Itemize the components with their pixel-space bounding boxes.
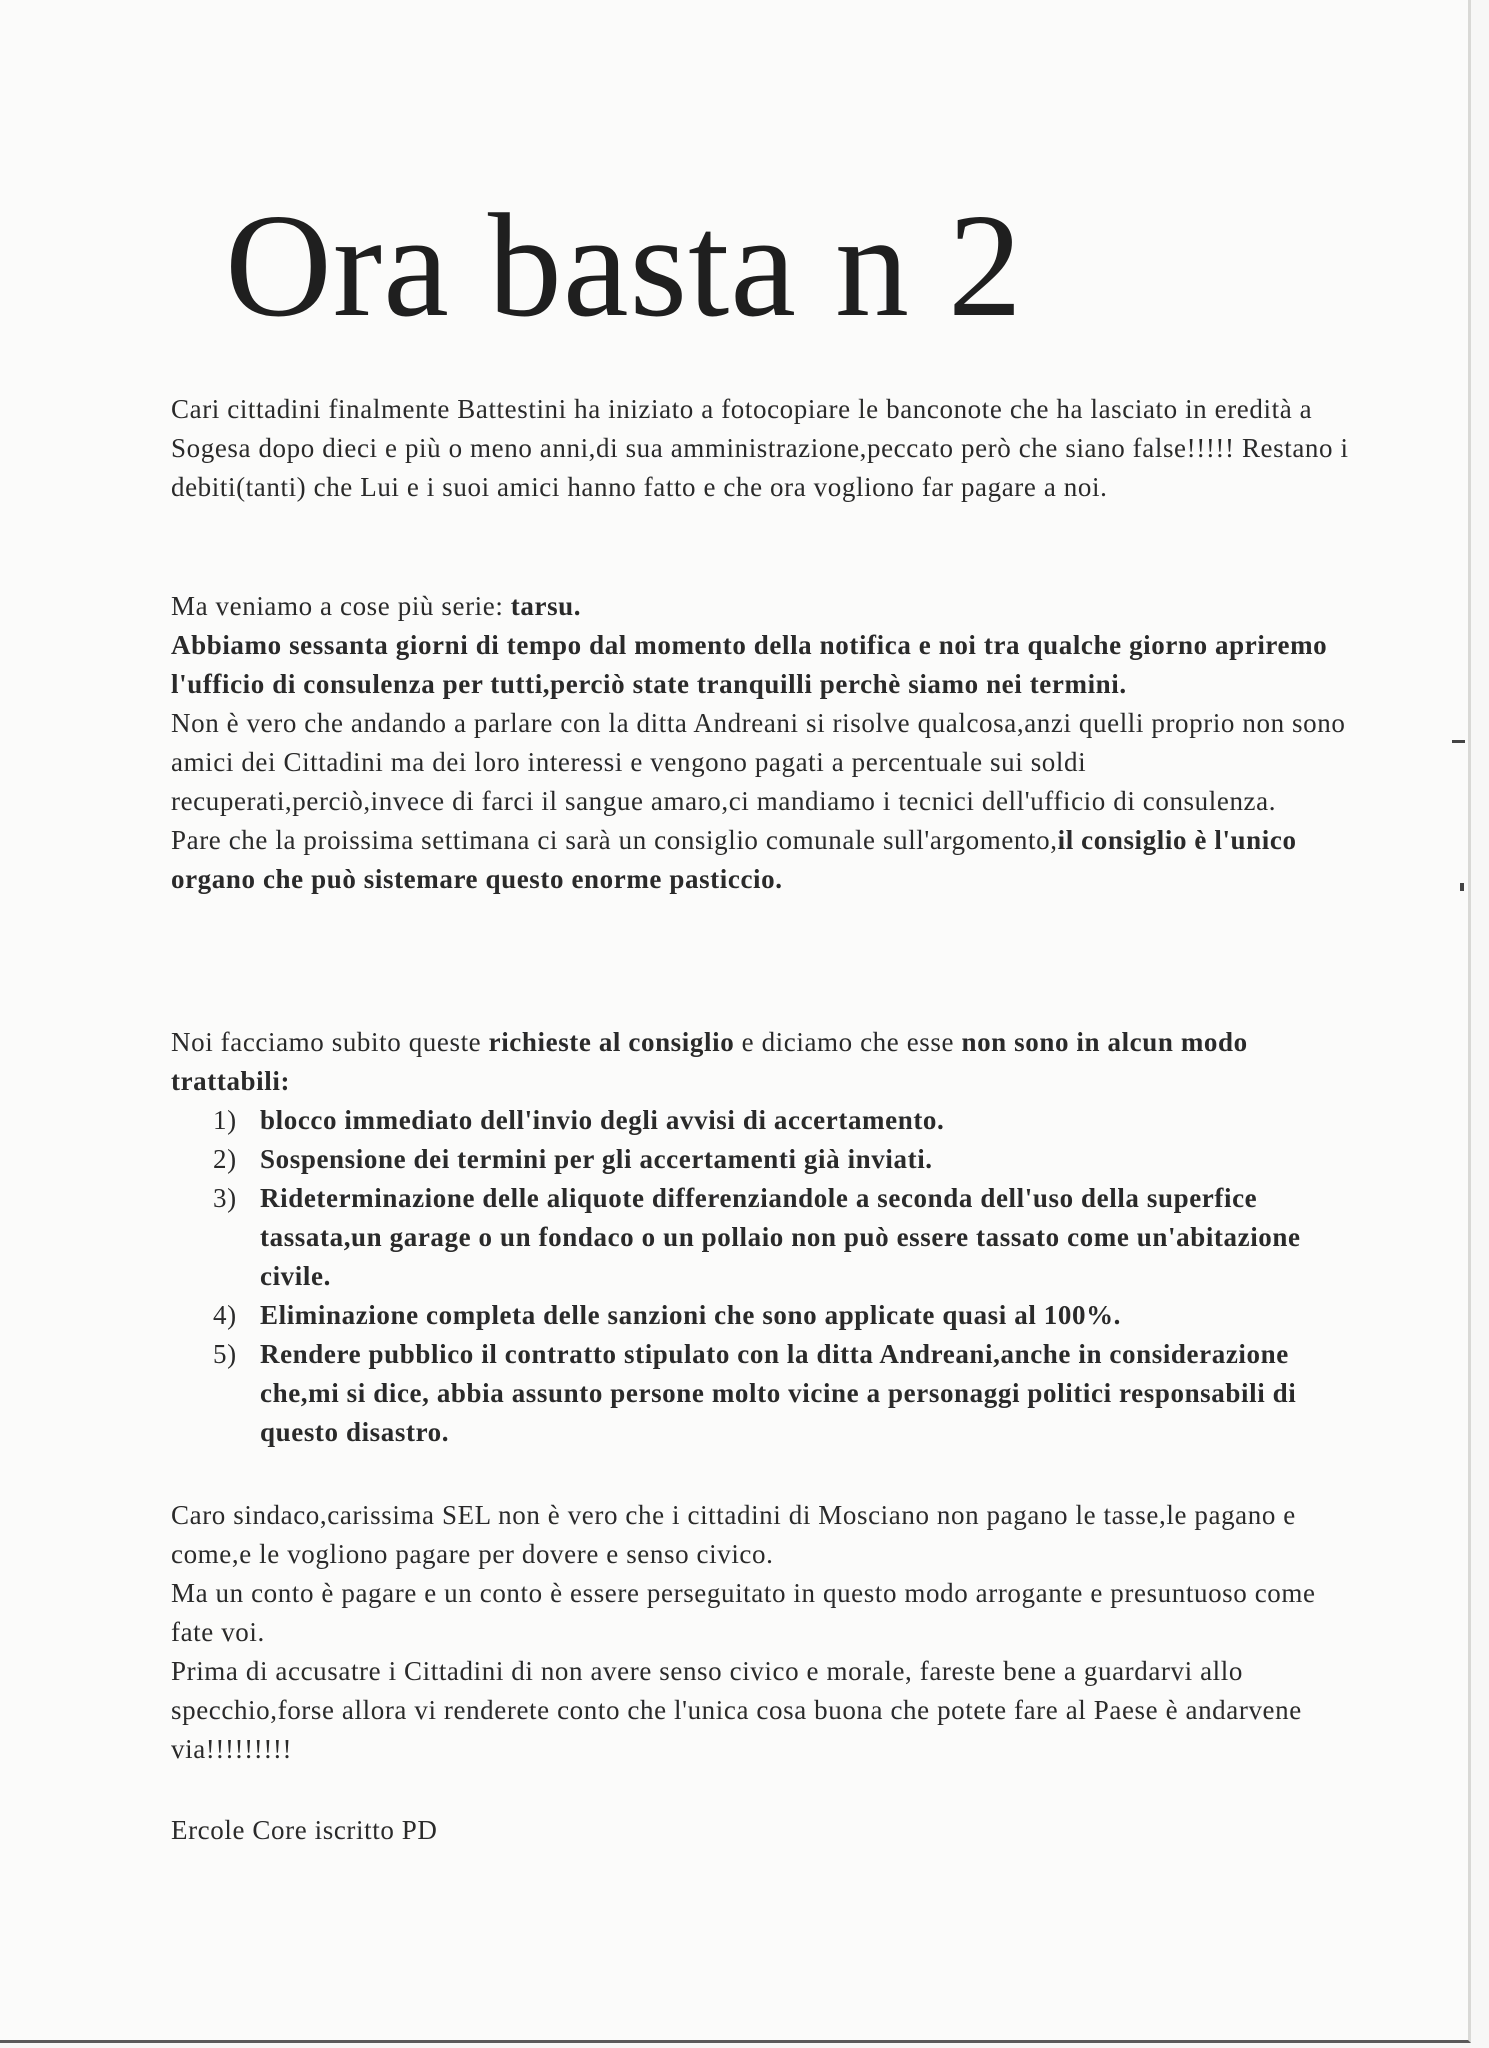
paragraph-closing: [171, 1496, 1361, 1769]
paragraph-tarsu: [171, 587, 1361, 899]
tarsu-deadline-notice: Abbiamo sessanta giorni di tempo dal momento della notifica e noi tra qualche giorno apriremo l'ufficio di consulenza per tutti,perciò state tranquilli perchè siamo nei termini.: [171, 630, 1328, 699]
andreani-warning: Non è vero che andando a parlare con la ditta Andreani si risolve qualcosa,anzi quelli proprio non sono amici dei Cittadini ma dei loro interessi e vengono pagati a percentuale sui soldi recuperati,perciò,invece di farci il sangue amaro,ci mandiamo i tecnici dell'ufficio di consulenza.: [171, 708, 1346, 816]
closing-line-3: Prima di accusatre i Cittadini di non avere senso civico e morale, fareste bene a guardarvi allo specchio,forse allora vi renderete conto che l'unica cosa buona che potete fare al Paese è andarvene via!!!!!!!!!: [171, 1656, 1302, 1764]
list-item-text: Sospensione dei termini per gli accertamenti già inviati.: [260, 1144, 933, 1174]
council-notice-bold: il consiglio è l'unico organo che può sistemare questo enorme pasticcio.: [171, 825, 1297, 894]
requests-intro-part4: non sono in alcun modo trattabili:: [171, 1027, 1248, 1096]
list-item: [213, 1296, 1363, 1335]
list-item-text: Rideterminazione delle aliquote differenziandole a seconda dell'uso della superfice tassata,un garage o un fondaco o un pollaio non può essere tassato come un'abitazione civile.: [260, 1183, 1301, 1291]
council-notice: Pare che la proissima settimana ci sarà un consiglio comunale sull'argomento,: [171, 825, 1058, 855]
list-item: [213, 1335, 1363, 1452]
list-item: [213, 1140, 1363, 1179]
signature: Ercole Core iscritto PD: [171, 1815, 438, 1845]
requests-list: [213, 1101, 1363, 1452]
closing-line-2: Ma un conto è pagare e un conto è essere perseguitato in questo modo arrogante e presuntuoso come fate voi.: [171, 1578, 1316, 1647]
requests-intro-part3: e diciamo che esse: [734, 1027, 962, 1057]
paragraph-intro: Cari cittadini finalmente Battestini ha iniziato a fotocopiare le banconote che ha lasciato in eredità a Sogesa dopo dieci e più o meno anni,di sua amministrazione,peccato però che siano false!!!!! Restano i debiti(tanti) che Lui e i suoi amici hanno fatto e che ora vogliono far pagare a noi.: [171, 394, 1349, 502]
list-item-number: 2): [213, 1144, 237, 1174]
list-item: [213, 1101, 1363, 1140]
list-item: [213, 1179, 1363, 1296]
paragraph-requests-intro: [171, 1023, 1361, 1101]
list-item-number: 5): [213, 1339, 237, 1369]
tarsu-intro: Ma veniamo a cose più serie:: [171, 591, 511, 621]
list-item-number: 1): [213, 1105, 237, 1135]
list-item-number: 4): [213, 1300, 237, 1330]
requests-intro-part1: Noi facciamo subito queste: [171, 1027, 489, 1057]
document-title: Ora basta n 2: [225, 184, 1023, 348]
list-item-text: Rendere pubblico il contratto stipulato con la ditta Andreani,anche in considerazione che,mi si dice, abbia assunto persone molto vicine a personaggi politici responsabili di questo disastro.: [260, 1339, 1297, 1447]
scan-mark: [1452, 740, 1465, 743]
list-item-text: Eliminazione completa delle sanzioni che sono applicate quasi al 100%.: [260, 1300, 1122, 1330]
scan-mark: [1460, 883, 1464, 891]
closing-line-1: Caro sindaco,carissima SEL non è vero che i cittadini di Mosciano non pagano le tasse,le pagano e come,e le vogliono pagare per dovere e senso civico.: [171, 1500, 1296, 1569]
list-item-text: blocco immediato dell'invio degli avvisi di accertamento.: [260, 1105, 945, 1135]
tarsu-keyword: tarsu.: [510, 591, 582, 621]
list-item-number: 3): [213, 1183, 237, 1213]
requests-intro-part2: richieste al consiglio: [488, 1027, 735, 1057]
